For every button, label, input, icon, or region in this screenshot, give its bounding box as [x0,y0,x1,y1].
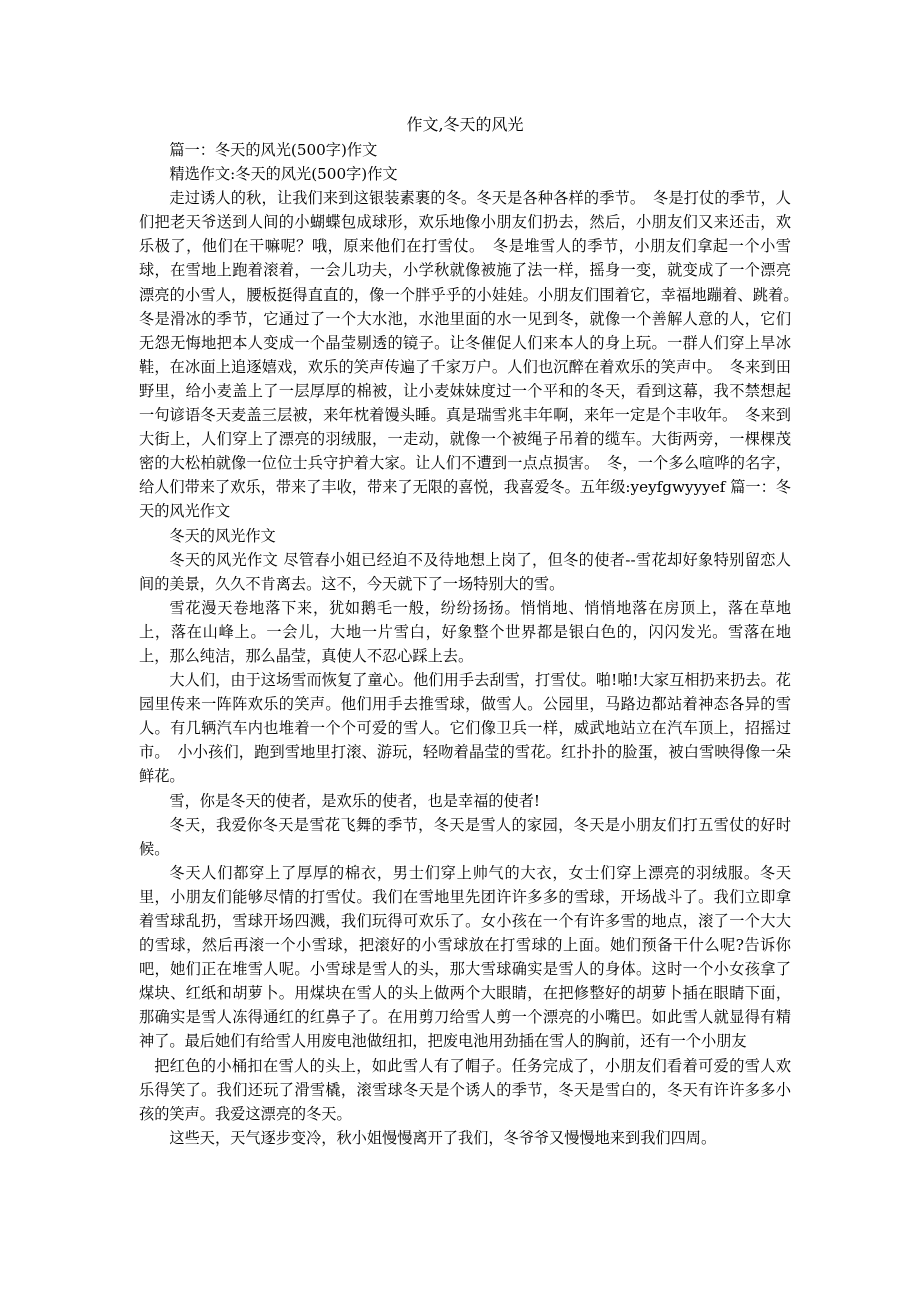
paragraph: 雪花漫天卷地落下来，犹如鹅毛一般，纷纷扬扬。悄悄地、悄悄地落在房顶上，落在草地上，落在山峰上。一会儿，大地一片雪白，好象整个世界都是银白色的，闪闪发光。雪落在地上，那么纯洁，那么晶莹，真使人不忍心踩上去。 [139,598,791,665]
section-subheading: 精选作文:冬天的风光(500字)作文 [169,165,398,184]
paragraph: 大人们，由于这场雪而恢复了童心。他们用手去刮雪，打雪仗。啪!啪!大家互相扔来扔去。花园里传来一阵阵欢乐的笑声。他们用手去推雪球，做雪人。公园里，马路边都站着神态各异的雪人。有几辆汽车内也堆着一个个可爱的雪人。它们像卫兵一样，威武地站立在汽车顶上，招摇过市。 小小孩们，跑到雪地里打滚、游玩，轻吻着晶莹的雪花。红扑扑的脸蛋，被白雪映得像一朵鲜花。 [139,671,791,786]
paragraph: 走过诱人的秋，让我们来到这银装素裹的冬。冬天是各种各样的季节。 冬是打仗的季节，人们把老天爷送到人间的小蝴蝶包成球形，欢乐地像小朋友们扔去，然后，小朋友们又来还击，欢乐极了，他们在干嘛呢？哦，原来他们在打雪仗。 冬是堆雪人的季节，小朋友们拿起一个小雪球，在雪地上跑着滚着，一会儿功夫，小学秋就像被施了法一样，摇身一变，就变成了一个漂亮漂亮的小雪人，腰板挺得直直的，像一个胖乎乎的小娃娃。小朋友们围着它，幸福地蹦着、跳着。 冬是滑冰的季节，它通过了一个大水池，水池里面的水一见到冬，就像一个善解人意的人，它们无怨无悔地把本人变成一个晶莹剔透的镜子。让冬催促人们来本人的身上玩。一群人们穿上旱冰鞋，在冰面上追逐嬉戏，欢乐的笑声传遍了千家万户。人们也沉醉在着欢乐的笑声中。 冬来到田野里，给小麦盖上了一层厚厚的棉被，让小麦妹妹度过一个平和的冬天，看到这幕，我不禁想起一句谚语冬天麦盖三层被，来年枕着馒头睡。真是瑞雪兆丰年啊，来年一定是个丰收年。 冬来到大街上，人们穿上了漂亮的羽绒服，一走动，就像一个被绳子吊着的缆车。大街两旁，一棵棵茂密的大松柏就像一位位士兵守护着大家。让人们不遭到一点点损害。 冬，一个多么喧哗的名字，给人们带来了欢乐，带来了丰收，带来了无限的喜悦，我喜爱冬。五年级:yeyfgwyyyef 篇一：冬天的风光作文 [139,189,807,521]
paragraph: 把红色的小桶扣在雪人的头上，如此雪人有了帽子。任务完成了，小朋友们看着可爱的雪人欢乐得笑了。我们还玩了滑雪橇，滚雪球冬天是个诱人的季节，冬天是雪白的，冬天有许许多多小孩的笑声。我爱这漂亮的冬天。 [139,1056,791,1123]
paragraph: 冬天人们都穿上了厚厚的棉衣，男士们穿上帅气的大衣，女士们穿上漂亮的羽绒服。冬天里，小朋友们能够尽情的打雪仗。我们在雪地里先团许许多多的雪球，开场战斗了。我们立即拿着雪球乱扔，雪球开场四溅，我们玩得可欢乐了。女小孩在一个有许多雪的地点，滚了一个大大的雪球，然后再滚一个小雪球，把滚好的小雪球放在打雪球的上面。她们预备干什么呢?告诉你吧，她们正在堆雪人呢。小雪球是雪人的头，那大雪球确实是雪人的身体。这时一个小女孩拿了煤块、红纸和胡萝卜。用煤块在雪人的头上做两个大眼睛，在把修整好的胡萝卜插在眼睛下面，那确实是雪人冻得通红的红鼻子了。在用剪刀给雪人剪一个漂亮的小嘴巴。如此雪人就显得有精神了。最后她们有给雪人用废电池做纽扣，把废电池用劲插在雪人的胸前，还有一个小朋友 [139,863,791,1051]
document-page [139,112,807,1150]
paragraph: 这些天，天气逐步变冷，秋小姐慢慢离开了我们，冬爷爷又慢慢地来到我们四周。 [169,1128,717,1147]
paragraph: 雪，你是冬天的使者，是欢乐的使者，也是幸福的使者! [169,791,540,810]
paragraph: 冬天，我爱你冬天是雪花飞舞的季节，冬天是雪人的家园，冬天是小朋友们打五雪仗的好时候。 [139,815,791,858]
paragraph: 冬天的风光作文 尽管春小姐已经迫不及待地想上岗了，但冬的使者--雪花却好象特别留恋人间的美景，久久不肯离去。这不，今天就下了一场特别大的雪。 [139,550,791,593]
document-title: 作文,冬天的风光 [406,115,524,134]
section-heading: 冬天的风光作文 [169,526,276,545]
section-heading: 篇一：冬天的风光(500字)作文 [169,141,378,159]
